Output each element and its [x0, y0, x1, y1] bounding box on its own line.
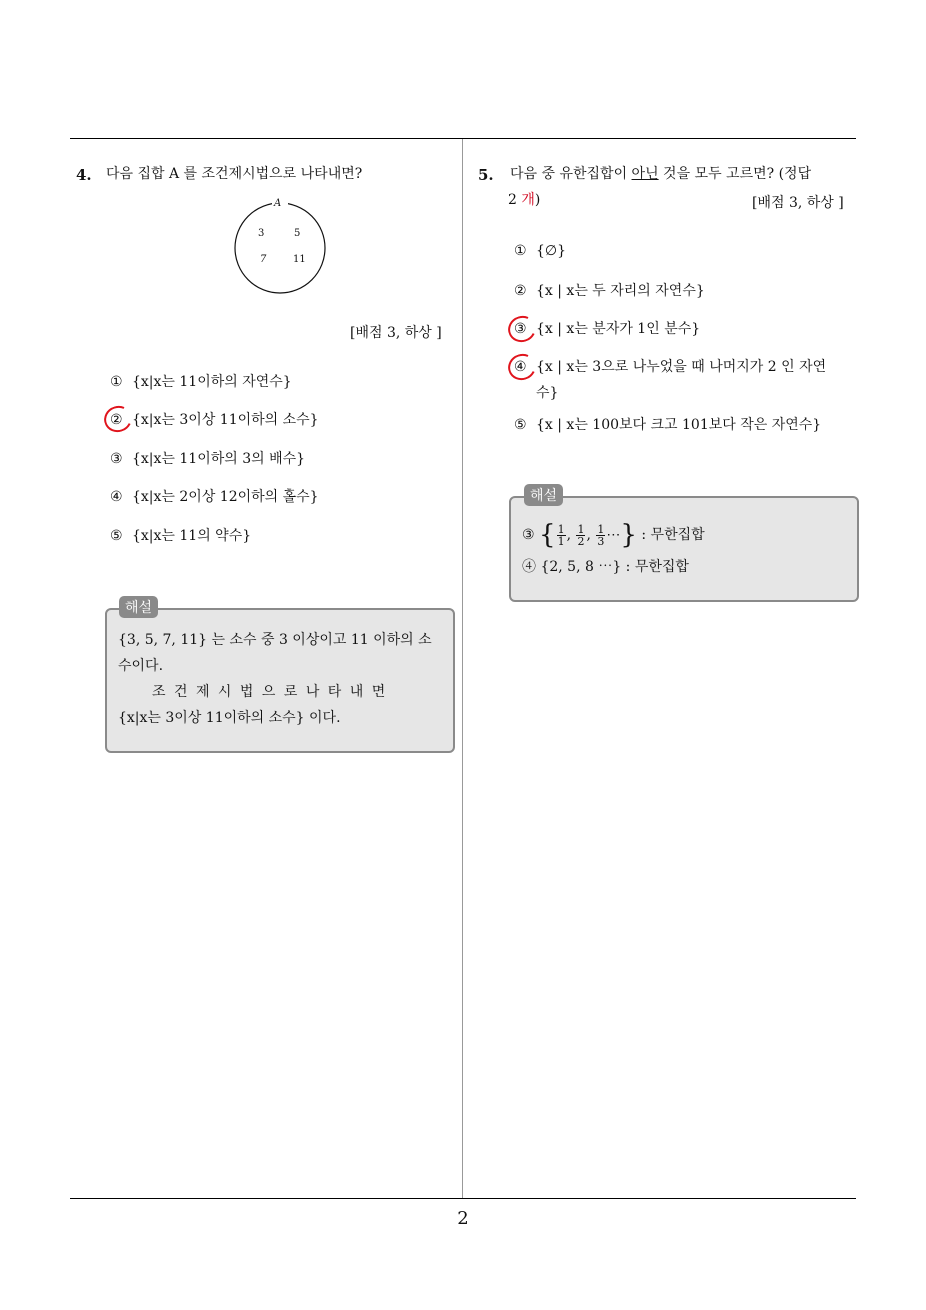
solution-row-symbol: ③: [522, 527, 535, 543]
solution-line: {x|x는 3이상 11이하의 소수} 이다.: [118, 710, 341, 726]
option-text: {x|x는 11의 약수}: [132, 528, 252, 544]
option-text: {x|x는 2이상 12이하의 홀수}: [132, 489, 319, 505]
q5-option-2[interactable]: [514, 280, 705, 302]
option-text: {x | x는 3으로 나누었을 때 나머지가 2 인 자연: [536, 359, 827, 375]
q5-solution-row-1: ③ { $\frac{1}{1}$ , $\frac{1}{2}$ , $\frac{1}{3}$ ⋯} : 무한집합: [522, 520, 705, 550]
q4-option-4[interactable]: [110, 486, 319, 508]
solution-line: 수이다.: [118, 658, 164, 674]
q4-option-3[interactable]: [110, 448, 305, 470]
option-number: ③: [110, 451, 123, 467]
open-brace-icon: {: [539, 520, 556, 550]
option-number: ②: [110, 412, 123, 428]
answer-count-unit: 개: [521, 192, 535, 208]
question-5-score: [배점 3, 하상 ]: [752, 195, 844, 211]
question-5-text-a: 다음 중 유한집합이: [510, 166, 632, 182]
question-5-text: [510, 162, 811, 186]
question-5-number: 5.: [478, 166, 494, 184]
option-number: ④: [514, 359, 527, 375]
question-4-text: 다음 집합 A 를 조건제시법으로 나타내면?: [106, 166, 363, 182]
option-text: {x | x는 두 자리의 자연수}: [536, 283, 705, 299]
venn-element: 3: [258, 228, 265, 239]
option-text: {x | x는 100보다 크고 101보다 작은 자연수}: [536, 417, 822, 433]
option-number: ②: [514, 283, 527, 299]
venn-element: 5: [294, 228, 301, 239]
solution-line: 조 건 제 시 법 으 로 나 타 내 면: [152, 684, 386, 700]
solution-tag: 해설: [119, 596, 158, 618]
q5-option-5[interactable]: [514, 414, 821, 436]
solution-line: {3, 5, 7, 11} 는 소수 중 3 이상이고 11 이하의 소: [118, 632, 432, 648]
question-5-answer-count: [508, 188, 540, 212]
venn-element: 11: [293, 254, 306, 265]
q5-option-1[interactable]: [514, 240, 566, 262]
option-text: {∅}: [536, 243, 567, 259]
question-5-text-b: 것을 모두 고르면? (정답: [658, 166, 812, 182]
option-number: ⑤: [110, 528, 123, 544]
question-5-text-underlined: 아닌: [631, 166, 659, 182]
q4-option-2[interactable]: [110, 409, 319, 431]
fraction: $\frac{1}{2}$: [577, 522, 585, 548]
option-number: ③: [514, 321, 527, 337]
venn-diagram: [228, 198, 332, 298]
answer-count-number: 2: [508, 192, 522, 208]
q4-option-1[interactable]: [110, 371, 292, 393]
page-number: 2: [457, 1208, 469, 1229]
question-4-number: 4.: [76, 166, 92, 184]
top-rule: [70, 138, 856, 139]
option-text: {x | x는 분자가 1인 분수}: [536, 321, 701, 337]
fraction: $\frac{1}{1}$: [557, 522, 565, 548]
q5-option-3[interactable]: [514, 318, 700, 340]
option-number: ①: [514, 243, 527, 259]
option-text: {x|x는 11이하의 3의 배수}: [132, 451, 306, 467]
q5-option-4[interactable]: [514, 356, 826, 378]
column-divider: [462, 139, 463, 1199]
option-number: ④: [110, 489, 123, 505]
option-text: {x|x는 11이하의 자연수}: [132, 374, 292, 390]
venn-element: 7: [260, 254, 267, 265]
q4-solution-text: [118, 627, 442, 731]
q5-option-4-continuation: 수}: [536, 385, 559, 401]
fraction: $\frac{1}{3}$: [597, 522, 605, 548]
option-number: ①: [110, 374, 123, 390]
option-number: ⑤: [514, 417, 527, 433]
option-text: {x|x는 3이상 11이하의 소수}: [132, 412, 319, 428]
solution-tag: 해설: [524, 484, 563, 506]
q4-option-5[interactable]: [110, 525, 251, 547]
solution-row-result: : 무한집합: [641, 527, 705, 543]
answer-count-end: ): [534, 192, 541, 208]
close-brace-icon: }: [620, 520, 637, 550]
bottom-rule: [70, 1198, 856, 1199]
question-4-score: [배점 3, 하상 ]: [350, 325, 442, 341]
q5-solution-row-2: ④ {2, 5, 8 ⋯} : 무한집합: [522, 559, 689, 575]
venn-set-label: A: [274, 198, 282, 209]
